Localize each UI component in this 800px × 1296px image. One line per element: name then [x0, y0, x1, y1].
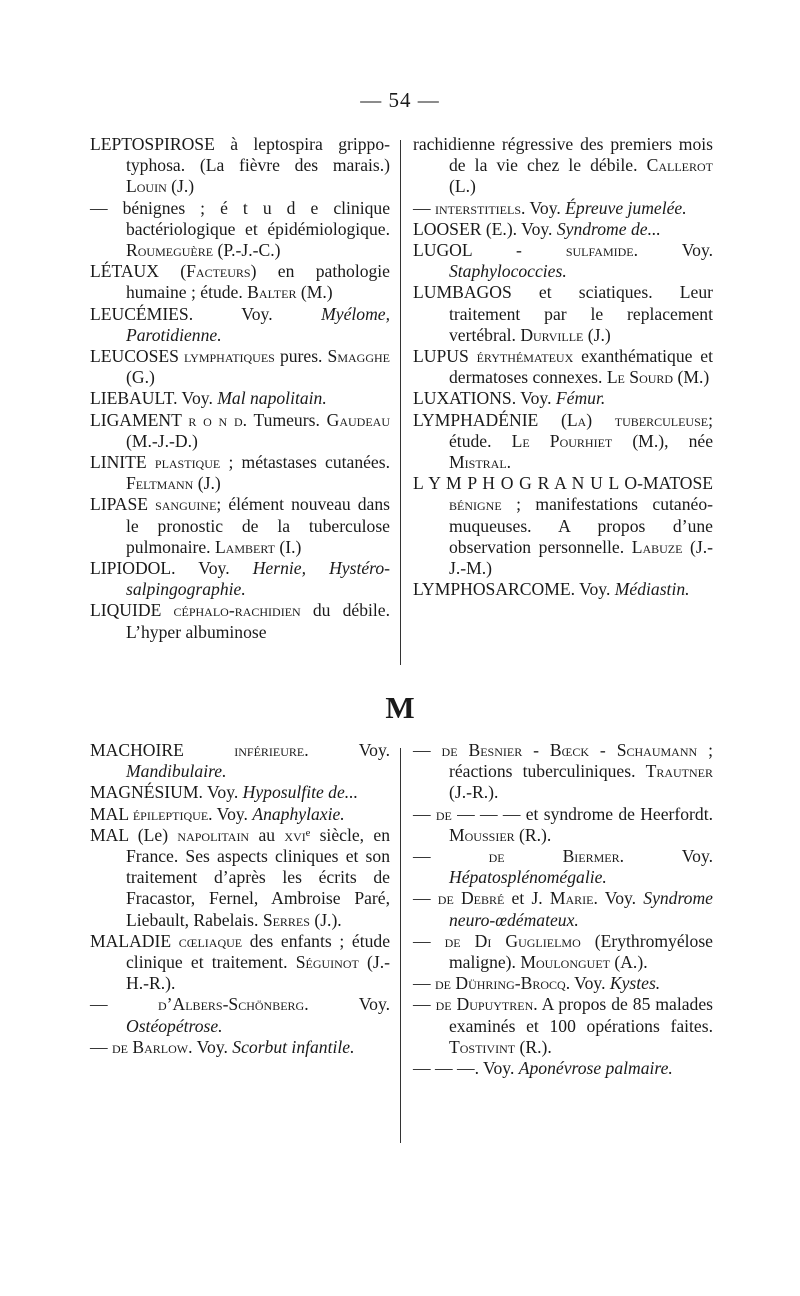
- entry-text: et: [504, 888, 532, 909]
- index-entry: [90, 994, 390, 1036]
- column-divider-top: [400, 140, 401, 665]
- small-caps-text: Gaudeau (M.-J.-D.): [126, 409, 390, 451]
- small-caps-text: Lambert (I.): [214, 536, 302, 557]
- entry-text: —: [413, 973, 435, 994]
- small-caps-text: Facteurs: [186, 261, 251, 282]
- index-entry: [90, 558, 390, 600]
- small-caps-text: Serres (J.).: [262, 909, 342, 930]
- index-entry: [90, 740, 390, 782]
- entry-text: ; étude.: [449, 409, 713, 451]
- entry-text: LOOSER (E.). Voy.: [413, 218, 557, 239]
- entry-text: MALADIE: [90, 930, 179, 951]
- small-caps-text: Mistral.: [449, 452, 512, 473]
- cross-reference: Mandibulaire.: [126, 761, 227, 782]
- small-caps-text: Moussier (R.).: [449, 824, 552, 845]
- entry-text: du débile. L’hyper albuminose: [126, 600, 391, 642]
- index-entry: [413, 219, 713, 240]
- entry-text: MAGNÉSIUM. Voy.: [90, 782, 243, 803]
- entry-text: . Voy.: [304, 740, 390, 760]
- index-entry: [413, 346, 713, 388]
- entry-text: —: [413, 740, 442, 760]
- entry-text: des enfants ; étude clinique et traitement.: [126, 930, 390, 973]
- cross-reference: Syndrome neuro-œdémateux.: [449, 888, 713, 930]
- small-caps-text: de Barlow: [112, 1036, 189, 1057]
- entry-text: LEPTOSPIROSE à leptospira grippo-typhosa. (La fièvre des marais.): [90, 134, 390, 176]
- entry-text: ; élément nouveau dans le pronostic de la tuberculose pulmonaire.: [126, 494, 390, 557]
- entry-text: —: [90, 994, 158, 1015]
- entry-text: pures.: [274, 346, 328, 367]
- cross-reference: Kystes.: [609, 973, 661, 994]
- small-caps-text: Le Sourd (M.): [606, 367, 710, 388]
- small-caps-text: napolitain: [177, 824, 250, 845]
- entry-text: LEUCÉMIES. Voy.: [90, 303, 322, 324]
- entry-text: —: [413, 197, 435, 218]
- small-caps-text: sanguine: [155, 494, 217, 515]
- entry-text: — — —. Voy.: [413, 1058, 519, 1079]
- cross-reference: Aponévrose palmaire.: [518, 1058, 673, 1079]
- small-caps-text: r o n d.: [188, 409, 248, 430]
- small-caps-text: sulfamide: [565, 240, 634, 261]
- small-caps-text: de Besnier - Bœck - Schaumann: [441, 740, 698, 760]
- entry-text: . Voy.: [593, 888, 644, 909]
- entry-text: . Voy.: [565, 973, 610, 994]
- entry-text: ᵉ siècle, en France. Ses aspects cliniques et son traitement d’après les écrits de Fracastor, Fernel, Ambroise Paré, Liebault, Rabelais.: [126, 824, 390, 930]
- small-caps-text: Le Pourhiet (M.): [511, 430, 665, 451]
- small-caps-text: de: [435, 803, 452, 824]
- small-caps-text: Séguinot (J.-H.-R.).: [126, 952, 390, 994]
- entry-text: LUMBAGOS et sciatiques. Leur traitement par le replacement vertébral.: [413, 282, 713, 345]
- small-caps-text: d’Albers-Schönberg: [158, 994, 305, 1015]
- small-caps-text: de Di Guglielmo: [444, 930, 581, 951]
- entry-text: rachidienne régressive des premiers mois de la vie chez le débile.: [413, 134, 713, 176]
- entry-text: Tumeurs.: [247, 409, 327, 430]
- entry-text: . Voy.: [521, 197, 566, 218]
- index-column-top-left: [90, 134, 390, 643]
- small-caps-text: Louin (J.): [126, 176, 195, 197]
- small-caps-text: xvi: [284, 824, 306, 845]
- small-caps-text: Smagghe (G.): [126, 346, 390, 388]
- entry-text: , née: [664, 430, 714, 451]
- small-caps-text: érythémateux: [476, 346, 574, 367]
- entry-text: ; réactions tuberculiniques.: [449, 740, 713, 782]
- small-caps-text: Trautner (J.-R.).: [449, 761, 713, 803]
- small-caps-text: cœliaque: [178, 930, 243, 951]
- entry-text: — bénignes ; é t u d e clinique bactériologique et épidémiologique.: [90, 197, 390, 239]
- entry-text: LUPUS: [413, 346, 477, 367]
- entry-text: —: [90, 1036, 112, 1057]
- entry-text: . Voy.: [619, 846, 714, 867]
- entry-text: LUXATIONS. Voy.: [413, 388, 556, 409]
- small-caps-text: de Debré: [437, 888, 505, 909]
- index-entry: [413, 973, 713, 994]
- cross-reference: Hernie, Hystéro-salpingographie.: [126, 558, 390, 600]
- index-entry: [413, 888, 713, 930]
- entry-text: LIPIODOL. Voy.: [90, 558, 253, 579]
- entry-text: —: [413, 930, 445, 951]
- small-caps-text: Labuze (J.-J.-M.): [449, 536, 713, 579]
- section-letter: M: [385, 690, 415, 725]
- cross-reference: Myélome, Parotidienne.: [126, 303, 390, 345]
- entry-text: ): [586, 409, 615, 430]
- index-entry: [90, 304, 390, 346]
- entry-text: . Voy.: [208, 803, 253, 824]
- entry-text: L Y M P H O G R A N U L O-MATOSE: [413, 473, 713, 494]
- index-column-bottom-right: [413, 740, 713, 1079]
- small-caps-text: de Dupuytren: [435, 994, 534, 1015]
- small-caps-text: bénigne: [449, 494, 502, 515]
- index-entry: [413, 804, 713, 846]
- entry-text: . Voy.: [633, 240, 713, 261]
- entry-text: . Voy.: [188, 1036, 233, 1057]
- cross-reference: Scorbut infantile.: [232, 1036, 355, 1057]
- small-caps-text: Tostivint (R.).: [449, 1036, 552, 1057]
- small-caps-text: de Dühring-Brocq: [435, 973, 566, 994]
- entry-text: LIQUIDE: [90, 600, 174, 621]
- small-caps-text: Durville (J.): [520, 324, 611, 345]
- entry-text: MACHOIRE: [90, 740, 235, 760]
- entry-text: . A propos de 85 malades examinés et 100 opérations faites.: [449, 994, 714, 1036]
- cross-reference: Hyposulfite de...: [242, 782, 358, 803]
- index-entry: [90, 931, 390, 995]
- entry-text: LEUCOSES: [90, 346, 185, 367]
- entry-text: ) en pathologie humaine ; étude.: [126, 261, 390, 303]
- index-entry: [413, 473, 713, 579]
- index-entry: [90, 346, 390, 388]
- index-entry: [90, 1037, 390, 1058]
- index-entry: [90, 600, 390, 642]
- index-entry: [90, 261, 390, 303]
- index-column-bottom-left: [90, 740, 390, 1058]
- small-caps-text: J. Marie: [531, 888, 594, 909]
- page-number: — 54 —: [360, 88, 440, 112]
- index-entry: [413, 740, 713, 804]
- cross-reference: Staphylococcies.: [449, 261, 567, 282]
- index-entry: [413, 1058, 713, 1079]
- small-caps-text: La: [566, 409, 587, 430]
- cross-reference: Mal napolitain.: [217, 388, 327, 409]
- entry-text: — — — et syndrome de Heerfordt.: [451, 803, 713, 824]
- small-caps-text: Callerot (L.): [449, 155, 713, 197]
- index-entry: [90, 825, 390, 931]
- entry-text: —: [413, 888, 438, 909]
- index-entry: [90, 134, 390, 198]
- entry-text: —: [413, 846, 489, 867]
- small-caps-text: plastique: [154, 452, 221, 473]
- entry-text: LYMPHADÉNIE (: [413, 409, 567, 430]
- small-caps-text: interstitiels: [435, 197, 521, 218]
- entry-text: . Voy.: [304, 994, 390, 1015]
- cross-reference: Anaphylaxie.: [252, 803, 345, 824]
- small-caps-text: lymphatiques: [184, 346, 275, 367]
- entry-text: exanthématique et dermatoses connexes.: [449, 346, 713, 388]
- small-caps-text: tuberculeuse: [614, 409, 709, 430]
- small-caps-text: céphalo-rachidien: [173, 600, 301, 621]
- small-caps-text: épileptique: [132, 803, 209, 824]
- entry-text: LUGOL -: [413, 240, 566, 261]
- entry-text: —: [413, 803, 436, 824]
- index-entry: [413, 994, 713, 1058]
- entry-text: ; manifestations cutanéo-muqueuses. A propos d’une observation personnelle.: [449, 494, 713, 557]
- small-caps-text: inférieure: [234, 740, 305, 760]
- entry-text: LÉTAUX (: [90, 261, 187, 282]
- small-caps-text: Moulonguet (A.).: [520, 952, 648, 973]
- index-entry: [413, 931, 713, 973]
- entry-text: MAL: [90, 803, 133, 824]
- index-entry: [413, 282, 713, 346]
- cross-reference: Fémur.: [555, 388, 606, 409]
- column-divider-bottom: [400, 748, 401, 1143]
- index-entry: [413, 134, 713, 198]
- entry-text: LIEBAULT. Voy.: [90, 388, 218, 409]
- entry-text: au: [249, 824, 285, 845]
- entry-text: ; métastases cutanées.: [220, 452, 390, 473]
- entry-text: —: [413, 994, 436, 1015]
- entry-text: LYMPHOSARCOME. Voy.: [413, 579, 615, 600]
- index-entry: [413, 198, 713, 219]
- index-entry: [90, 804, 390, 825]
- index-entry: [413, 579, 713, 600]
- small-caps-text: de Biermer: [488, 846, 620, 867]
- index-entry: [90, 410, 390, 452]
- index-entry: [90, 388, 390, 409]
- cross-reference: Syndrome de...: [556, 218, 661, 239]
- index-column-top-right: [413, 134, 713, 600]
- cross-reference: Épreuve jumelée.: [565, 197, 687, 218]
- entry-text: (Erythromyélose maligne).: [449, 930, 713, 973]
- entry-text: LINITE: [90, 452, 155, 473]
- index-entry: [90, 782, 390, 803]
- index-entry: [90, 198, 390, 262]
- cross-reference: Ostéopétrose.: [126, 1015, 223, 1036]
- index-entry: [413, 846, 713, 888]
- index-entry: [90, 452, 390, 494]
- index-entry: [413, 410, 713, 474]
- small-caps-text: Roumeguère (P.-J.-C.): [126, 240, 281, 261]
- small-caps-text: Feltmann (J.): [126, 473, 221, 494]
- cross-reference: Hépatosplénomégalie.: [449, 867, 607, 888]
- index-entry: [90, 494, 390, 558]
- index-entry: [413, 388, 713, 409]
- entry-text: MAL (Le): [90, 824, 178, 845]
- index-entry: [413, 240, 713, 282]
- small-caps-text: Balter (M.): [247, 282, 333, 303]
- entry-text: LIGAMENT: [90, 409, 189, 430]
- entry-text: LIPASE: [90, 494, 156, 515]
- cross-reference: Médiastin.: [614, 579, 690, 600]
